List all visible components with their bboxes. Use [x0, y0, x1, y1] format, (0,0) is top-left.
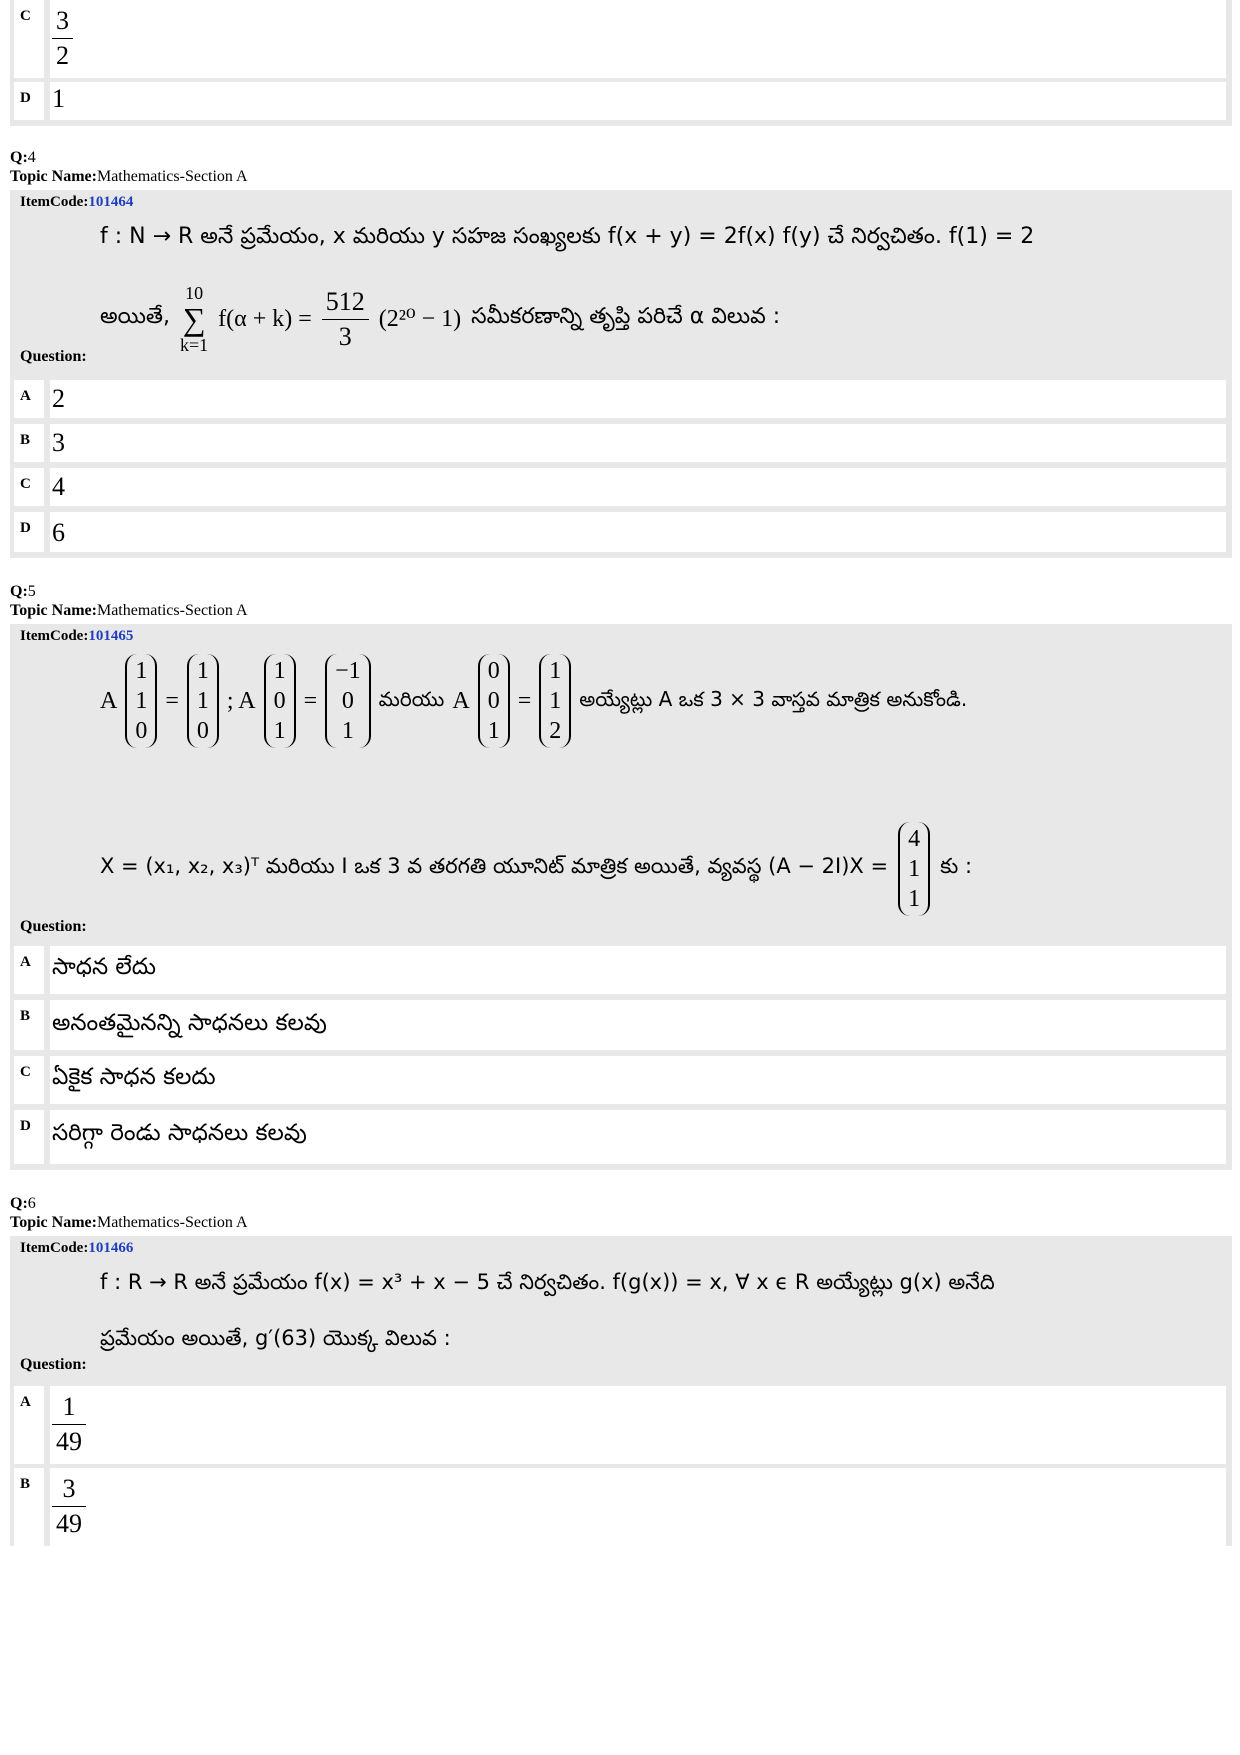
- option-letter: D: [20, 90, 31, 106]
- question-body: [16, 650, 1226, 940]
- question-card: [10, 1236, 1232, 1546]
- question-card: [10, 190, 1232, 558]
- option-value: 6: [52, 518, 65, 547]
- item-code: ItemCode:101464: [20, 194, 134, 210]
- question-number: 5: [27, 583, 36, 600]
- question-label: Question:: [20, 1356, 87, 1373]
- option-d[interactable]: [16, 82, 1226, 120]
- option-b[interactable]: B అనంతమైనన్ని సాధనలు కలవు: [16, 1000, 1226, 1050]
- matrix: 4 1 1: [898, 822, 930, 916]
- summation: 10 ∑ k=1: [180, 283, 209, 355]
- question-label: Question:: [20, 348, 87, 365]
- matrix: −1 0 1: [325, 654, 371, 748]
- option-c[interactable]: C 4: [16, 468, 1226, 506]
- option-a[interactable]: A $\frac{1}{49}$: [16, 1386, 1226, 1464]
- option-letter: C: [20, 8, 31, 24]
- matrix: 1 1 0: [187, 654, 219, 748]
- fraction: $\frac{512}{3}$: [322, 285, 369, 354]
- question-body: [16, 216, 1226, 372]
- option-d[interactable]: D సరిగ్గా రెండు సాధనలు కలవు: [16, 1110, 1226, 1164]
- fraction: $\frac{3}{2}$: [52, 4, 73, 73]
- option-value: సాధన లేదు: [52, 954, 156, 980]
- question-header: Q:4 Topic Name:Mathematics-Section A: [10, 149, 248, 185]
- option-value: 2: [52, 384, 65, 413]
- matrix: 1 1 2: [539, 654, 571, 748]
- item-code: ItemCode:101465: [20, 628, 134, 644]
- question-header: Q:6 Topic Name:Mathematics-Section A: [10, 1195, 248, 1231]
- option-value: 3: [52, 428, 65, 457]
- question-number: 4: [27, 149, 36, 166]
- question-line-2: ప్రమేయం అయితే, g′(63) యొక్క విలువ :: [100, 1326, 451, 1350]
- item-code: ItemCode:101466: [20, 1240, 134, 1256]
- fraction: $\frac{3}{49}$: [52, 1472, 86, 1541]
- fraction: $\frac{1}{49}$: [52, 1390, 86, 1459]
- matrix: 1 0 1: [264, 654, 296, 748]
- option-c[interactable]: C ఏకైక సాధన కలదు: [16, 1056, 1226, 1104]
- question-line-1: f : R → R అనే ప్రమేయం f(x) = x³ + x − 5 చే నిర్వచితం. f(g(x)) = x, ∀ x ϵ R అయ్యేట్లు g(x) అనేది: [100, 1270, 995, 1294]
- question-header: Q:5 Topic Name:Mathematics-Section A: [10, 583, 248, 619]
- question-line-1: f : N → R అనే ప్రమేయం, x మరియు y సహజ సంఖ్యలకు f(x + y) = 2f(x) f(y) చే నిర్వచితం. f(1) = 2: [100, 224, 1035, 249]
- option-value: ఏకైక సాధన కలదు: [52, 1064, 216, 1090]
- option-b[interactable]: B $\frac{3}{49}$: [16, 1468, 1226, 1546]
- option-b[interactable]: B 3: [16, 424, 1226, 462]
- question-body: [16, 1262, 1226, 1380]
- option-d[interactable]: D 6: [16, 512, 1226, 552]
- topic-name: Mathematics-Section A: [96, 1214, 248, 1231]
- topic-name: Mathematics-Section A: [96, 168, 248, 185]
- option-value: 1: [52, 84, 65, 113]
- question-label: Question:: [20, 918, 87, 935]
- question-number: 6: [27, 1195, 36, 1212]
- option-a[interactable]: A 2: [16, 380, 1226, 418]
- matrix: 0 0 1: [478, 654, 510, 748]
- option-value: 4: [52, 472, 65, 501]
- question-line-1: A 1 1 0 = 1 1 0 ; A 1 0 1 = −1 0 1 మరియు A 0 0 1 = 1 1 2 అయ్యేట్లు A ఒక 3 × 3 వాస్తవ మాత్రిక అనుకోండి.: [100, 654, 967, 748]
- topic-name: Mathematics-Section A: [96, 602, 248, 619]
- matrix: 1 1 0: [125, 654, 157, 748]
- q3-options-fragment: [10, 0, 1232, 126]
- option-value: సరిగ్గా రెండు సాధనలు కలవు: [52, 1120, 307, 1146]
- option-c[interactable]: [16, 0, 1226, 78]
- option-a[interactable]: A సాధన లేదు: [16, 946, 1226, 994]
- option-value: అనంతమైనన్ని సాధనలు కలవు: [52, 1010, 327, 1036]
- question-line-2: X = (x₁, x₂, x₃)ᵀ మరియు I ఒక 3 వ తరగతి యూనిట్ మాత్రిక అయితే, వ్యవస్థ (A − 2I)X = 4 1 1 కు :: [100, 822, 972, 916]
- question-line-2: అయితే, 10 ∑ k=1 f(α + k) = $\frac{512}{3}$ (2²⁰ − 1) సమీకరణాన్ని తృప్తి పరిచే α విలువ :: [100, 283, 781, 355]
- question-card: [10, 624, 1232, 1170]
